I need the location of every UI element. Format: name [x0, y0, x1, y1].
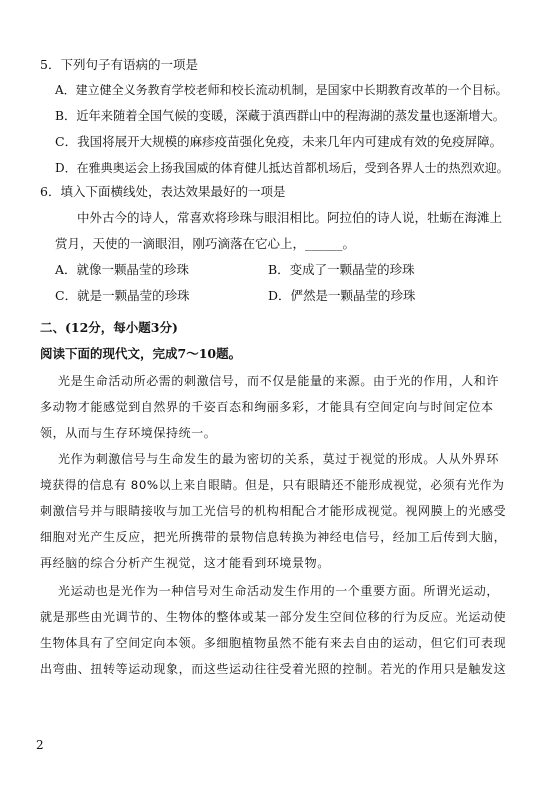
passage-p2-line-3: 刺激信号并与眼睛接收与加工光信号的机构相配合才能形成视觉。视网膜上的光感受 — [40, 504, 507, 518]
q6-passage-line-2: 赏月，天使的一滴眼泪，刚巧滴落在它心上，______。 — [55, 236, 356, 251]
passage-p2-line-5: 再经脑的综合分析产生视觉，这才能看到环境景物。 — [40, 556, 330, 570]
q5-option-c: C．我国将展开大规模的麻疹疫苗强化免疫，未来几年内可建成有效的免疫屏障。 — [55, 134, 503, 149]
passage-p3-line-1: 光运动也是光作为一种信号对生命活动发生作用的一个重要方面。所谓光运动， — [58, 584, 500, 598]
q6-option-c: C．就是一颗晶莹的珍珠 — [55, 288, 190, 303]
passage-p2-line-4: 细胞对光产生反应，把光所携带的景物信息转换为神经电信号，经加工后传到大脑， — [40, 530, 507, 544]
passage-p1-line-3: 领，从而与生存环境保持统一。 — [40, 426, 217, 440]
q6-stem: 6．填入下面横线处，表达效果最好的一项是 — [40, 184, 286, 199]
q6-option-a: A．就像一颗晶莹的珍珠 — [55, 262, 190, 277]
q5-option-a: A．建立健全义务教育学校老师和校长流动机制，是国家中长期教育改革的一个目标。 — [55, 83, 508, 97]
passage-p1-line-1: 光是生命活动所必需的刺激信号，而不仅是能量的来源。由于光的作用，人和许 — [58, 374, 500, 388]
passage-p3-line-3: 生物体具有了空间定向本领。多细胞植物虽然不能有来去自由的运动，但它们可表现 — [40, 636, 507, 650]
q6-option-d: D．俨然是一颗晶莹的珍珠 — [268, 288, 416, 303]
section2-instruction: 阅读下面的现代文，完成7～10题。 — [40, 346, 242, 361]
passage-p3-line-4: 出弯曲、扭转等运动现象，而这些运动往往受着光照的控制。若光的作用只是触发这 — [40, 662, 507, 676]
q5-option-d: D．在雅典奥运会上扬我国威的体育健儿抵达首都机场后，受到各界人士的热烈欢迎。 — [55, 161, 509, 175]
passage-p2-line-2: 境获得的信息有 80%以上来自眼睛。但是，只有眼睛还不能形成视觉，必须有光作为 — [40, 478, 505, 492]
q5-option-b: B．近年来随着全国气候的变暖，深藏于滇西群山中的程海湖的蒸发量也逐渐增大。 — [55, 109, 506, 123]
q6-passage-line-1: 中外古今的诗人，常喜欢将珍珠与眼泪相比。阿拉伯的诗人说，牡蛎在海滩上 — [77, 210, 503, 225]
passage-p1-line-2: 多动物才能感觉到自然界的千姿百态和绚丽多彩，才能具有空间定向与时间定位本 — [40, 400, 494, 414]
passage-p3-line-2: 就是那些由光调节的、生物体的整体或某一部分发生空间位移的行为反应。光运动使 — [40, 610, 507, 624]
page-number: 2 — [36, 738, 44, 752]
passage-p2-line-1: 光作为刺激信号与生命发生的最为密切的关系，莫过于视觉的形成。人从外界环 — [58, 452, 500, 466]
q5-stem: 5．下列句子有语病的一项是 — [40, 57, 198, 72]
q6-option-b: B．变成了一颗晶莹的珍珠 — [268, 262, 415, 277]
section2-heading: 二、(12分，每小题3分) — [40, 320, 178, 335]
